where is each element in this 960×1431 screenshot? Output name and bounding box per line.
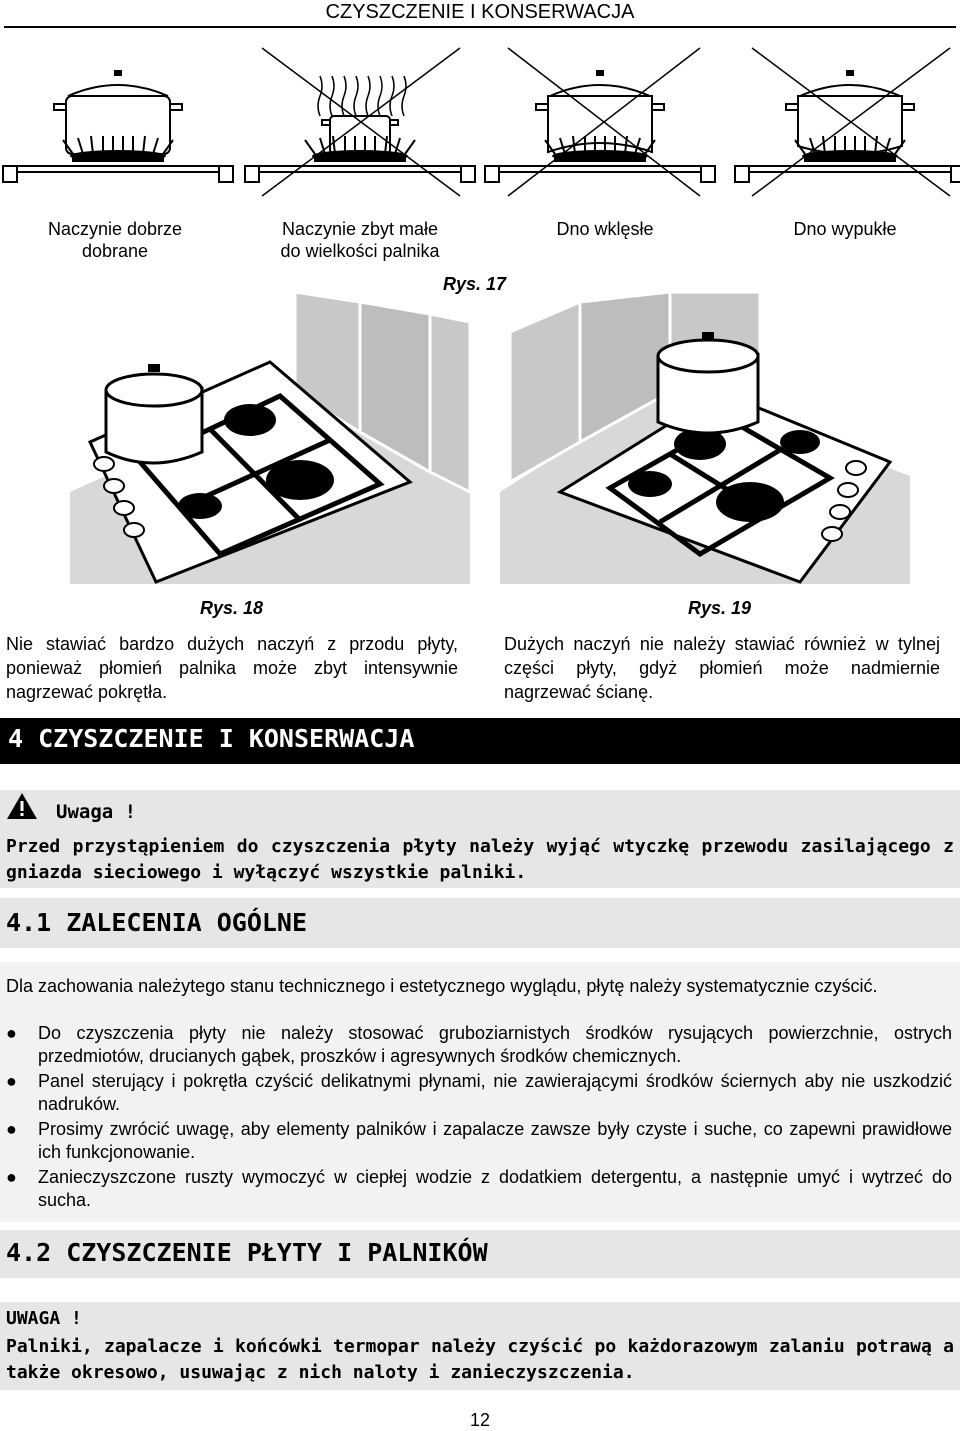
- list-item-text: Zanieczyszczone ruszty wymoczyć w ciepłej wodzie z dodatkiem detergentu, a następnie umyć i wytrzeć do sucha.: [38, 1167, 952, 1210]
- caption-line: dobrane: [81, 241, 149, 261]
- warning-triangle-icon: [6, 792, 38, 820]
- fig18-text: Nie stawiać bardzo dużych naczyń z przodu płyty, ponieważ płomień palnika może zbyt intensywnie nagrzewać pokrętła.: [6, 634, 458, 702]
- bullet-icon: ●: [6, 1023, 17, 1043]
- section-41-intro: Dla zachowania należytego stanu technicznego i estetycznego wyglądu, płytę należy systematycznie czyścić.: [6, 976, 878, 996]
- fig19-label: Rys. 19: [688, 598, 752, 618]
- fig17-caption-3: [510, 218, 700, 240]
- list-item: [0, 1118, 952, 1164]
- list-item-text: Panel sterujący i pokrętła czyścić delikatnymi płynami, nie zawierającymi środków ściernych aby nie uszkodzić nadruków.: [38, 1071, 952, 1114]
- caption-line: Naczynie dobrze: [47, 219, 183, 239]
- page-number: 12: [469, 1410, 491, 1430]
- bullet-icon: ●: [6, 1167, 17, 1187]
- list-item: [0, 1166, 952, 1212]
- figure-17-illustration: [0, 36, 960, 206]
- header-divider: [4, 26, 956, 28]
- fig17-caption-2: [255, 218, 465, 262]
- bullet-icon: ●: [6, 1071, 17, 1091]
- page-header-title: CZYSZCZENIE I KONSERWACJA: [325, 1, 635, 23]
- section-42-text: Palniki, zapalacze i końcówki termopar należy czyścić po każdorazowym zalaniu potrawą a także okresowo, usuwając z nich naloty i zanieczyszczenia.: [6, 1336, 954, 1383]
- caption-line: Dno wklęsłe: [556, 219, 654, 239]
- section-41-title: 4.1 ZALECENIA OGÓLNE: [6, 908, 308, 937]
- fig18-label: Rys. 18: [200, 598, 264, 618]
- fig17-caption-4: [750, 218, 940, 240]
- warning-text: Przed przystąpieniem do czyszczenia płyty należy wyjąć wtyczkę przewodu zasilającego z gniazda sieciowego i wyłączyć wszystkie palniki.: [6, 836, 954, 883]
- list-item: [0, 1022, 952, 1068]
- section-4-title: 4 CZYSZCZENIE I KONSERWACJA: [8, 724, 415, 753]
- figure-18-illustration: [70, 292, 470, 584]
- section-42-title: 4.2 CZYSZCZENIE PŁYTY I PALNIKÓW: [6, 1238, 488, 1267]
- caption-line: Naczynie zbyt małe: [281, 219, 439, 239]
- section-41-bullets: [0, 1022, 952, 1214]
- list-item-text: Prosimy zwrócić uwagę, aby elementy palników i zapalacze zawsze były czyste i suche, co zapewni prawidłowe ich funkcjonowanie.: [38, 1119, 952, 1162]
- list-item: [0, 1070, 952, 1116]
- fig19-text: Dużych naczyń nie należy stawiać również w tylnej części płyty, gdyż płomień może nadmiernie nagrzewać ścianę.: [504, 634, 940, 702]
- caption-line: Dno wypukłe: [793, 219, 897, 239]
- caption-line: do wielkości palnika: [280, 241, 440, 261]
- list-item-text: Do czyszczenia płyty nie należy stosować gruboziarnistych środków rysujących powierzchnie, ostrych przedmiotów, drucianych gąbek, proszków i agresywnych środków chemicznych.: [38, 1023, 952, 1066]
- fig17-caption-1: [20, 218, 210, 262]
- bullet-icon: ●: [6, 1119, 17, 1139]
- section-42-heading: UWAGA !: [6, 1308, 82, 1329]
- fig17-label: Rys. 17: [443, 274, 507, 294]
- warning-heading: Uwaga !: [56, 801, 137, 823]
- figure-19-illustration: [500, 292, 910, 584]
